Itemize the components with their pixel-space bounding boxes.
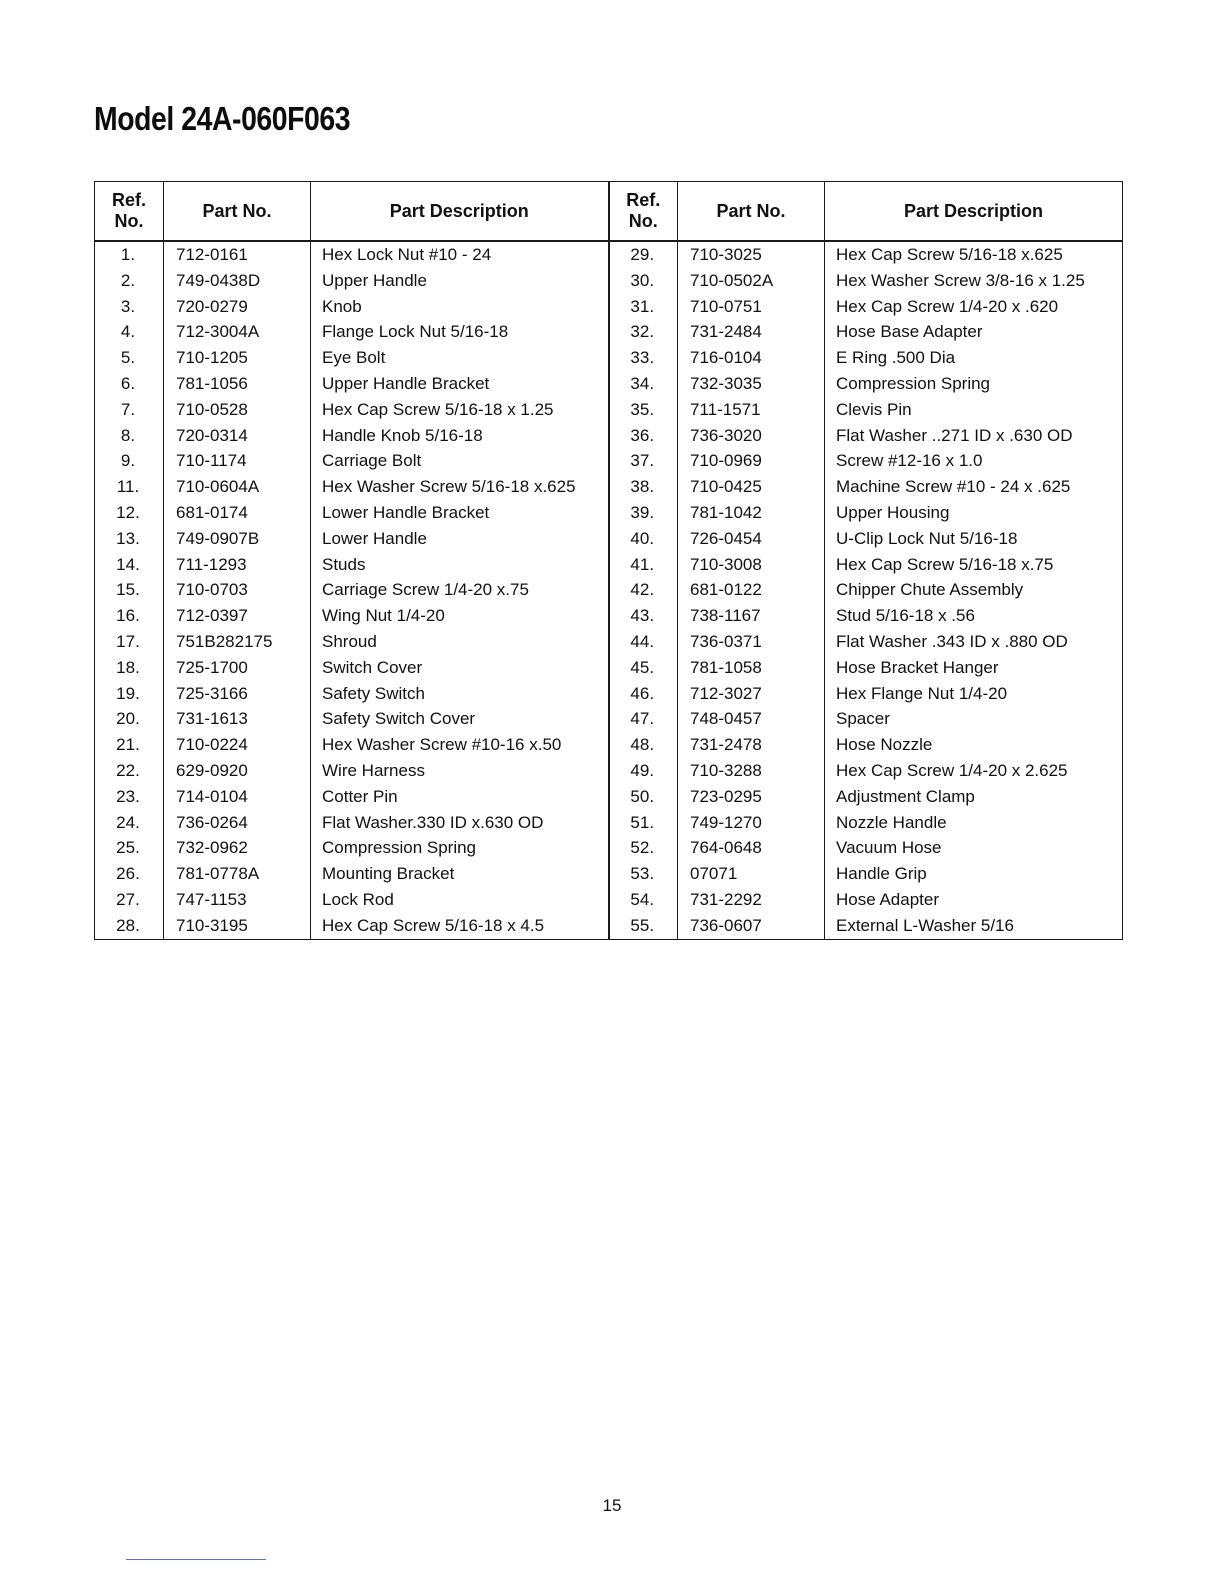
part-number-cell: 712-3027	[678, 681, 825, 707]
part-number-cell: 710-1205	[164, 345, 311, 371]
part-description-cell: Lower Handle	[311, 526, 609, 552]
ref-number-cell: 31.	[609, 294, 678, 320]
ref-number-cell: 23.	[95, 784, 164, 810]
table-row	[95, 448, 1123, 474]
header-ref-no-right	[609, 182, 678, 242]
part-number-cell: 764-0648	[678, 835, 825, 861]
ref-number-cell: 43.	[609, 603, 678, 629]
part-number-cell: 681-0122	[678, 577, 825, 603]
header-part-description: Part Description	[311, 182, 609, 242]
part-number-cell: 711-1293	[164, 552, 311, 578]
page-title: Model 24A-060F063	[94, 100, 351, 137]
part-description-cell: Stud 5/16-18 x .56	[825, 603, 1123, 629]
ref-number-cell: 5.	[95, 345, 164, 371]
part-description-cell: Switch Cover	[311, 655, 609, 681]
part-description-cell: Handle Knob 5/16-18	[311, 423, 609, 449]
ref-number-cell: 34.	[609, 371, 678, 397]
ref-number-cell: 35.	[609, 397, 678, 423]
table-row	[95, 887, 1123, 913]
ref-number-cell: 3.	[95, 294, 164, 320]
part-description-cell: Hex Cap Screw 5/16-18 x 1.25	[311, 397, 609, 423]
table-row	[95, 732, 1123, 758]
part-number-cell: 710-0425	[678, 474, 825, 500]
header-row	[95, 182, 1123, 242]
ref-number-cell: 2.	[95, 268, 164, 294]
part-number-cell: 710-0502A	[678, 268, 825, 294]
part-number-cell: 712-0397	[164, 603, 311, 629]
part-description-cell: Flat Washer .343 ID x .880 OD	[825, 629, 1123, 655]
part-description-cell: Lower Handle Bracket	[311, 500, 609, 526]
part-description-cell: Hex Cap Screw 1/4-20 x .620	[825, 294, 1123, 320]
part-description-cell: Hose Base Adapter	[825, 319, 1123, 345]
ref-number-cell: 48.	[609, 732, 678, 758]
part-number-cell: 712-3004A	[164, 319, 311, 345]
ref-number-cell: 14.	[95, 552, 164, 578]
part-number-cell: 749-0438D	[164, 268, 311, 294]
part-number-cell: 710-1174	[164, 448, 311, 474]
ref-number-cell: 49.	[609, 758, 678, 784]
part-number-cell: 731-2292	[678, 887, 825, 913]
ref-number-cell: 21.	[95, 732, 164, 758]
part-description-cell: Compression Spring	[825, 371, 1123, 397]
part-number-cell: 723-0295	[678, 784, 825, 810]
ref-number-cell: 20.	[95, 706, 164, 732]
part-description-cell: Mounting Bracket	[311, 861, 609, 887]
ref-number-cell: 8.	[95, 423, 164, 449]
part-number-cell: 725-3166	[164, 681, 311, 707]
ref-number-cell: 17.	[95, 629, 164, 655]
part-description-cell: Studs	[311, 552, 609, 578]
part-description-cell: Hex Cap Screw 5/16-18 x.625	[825, 241, 1123, 268]
part-description-cell: Hex Cap Screw 5/16-18 x.75	[825, 552, 1123, 578]
table-row	[95, 345, 1123, 371]
ref-number-cell: 36.	[609, 423, 678, 449]
part-number-cell: 736-0264	[164, 810, 311, 836]
part-description-cell: U-Clip Lock Nut 5/16-18	[825, 526, 1123, 552]
ref-number-cell: 50.	[609, 784, 678, 810]
ref-number-cell: 6.	[95, 371, 164, 397]
part-description-cell: Safety Switch Cover	[311, 706, 609, 732]
ref-number-cell: 26.	[95, 861, 164, 887]
ref-number-cell: 55.	[609, 913, 678, 939]
table-row	[95, 500, 1123, 526]
header-no-label: No.	[114, 211, 144, 231]
table-row	[95, 810, 1123, 836]
ref-number-cell: 54.	[609, 887, 678, 913]
header-part-no: Part No.	[164, 182, 311, 242]
ref-number-cell: 47.	[609, 706, 678, 732]
ref-number-cell: 13.	[95, 526, 164, 552]
part-description-cell: Hose Bracket Hanger	[825, 655, 1123, 681]
part-description-cell: Knob	[311, 294, 609, 320]
part-description-cell: Hex Washer Screw #10-16 x.50	[311, 732, 609, 758]
ref-number-cell: 11.	[95, 474, 164, 500]
table-row	[95, 603, 1123, 629]
page-number: 15	[602, 1496, 622, 1515]
part-number-cell: 748-0457	[678, 706, 825, 732]
part-number-cell: 731-2478	[678, 732, 825, 758]
header-ref-label-right: Ref.	[626, 190, 661, 210]
part-number-cell: 781-1042	[678, 500, 825, 526]
part-description-cell: Compression Spring	[311, 835, 609, 861]
header-ref-no	[95, 182, 164, 242]
table-row	[95, 319, 1123, 345]
part-number-cell: 710-3008	[678, 552, 825, 578]
part-number-cell: 781-1058	[678, 655, 825, 681]
part-description-cell: External L-Washer 5/16	[825, 913, 1123, 939]
ref-number-cell: 51.	[609, 810, 678, 836]
part-number-cell: 07071	[678, 861, 825, 887]
part-description-cell: Upper Housing	[825, 500, 1123, 526]
part-description-cell: Shroud	[311, 629, 609, 655]
part-description-cell: Hex Lock Nut #10 - 24	[311, 241, 609, 268]
ref-number-cell: 53.	[609, 861, 678, 887]
table-row	[95, 294, 1123, 320]
table-row	[95, 577, 1123, 603]
ref-number-cell: 19.	[95, 681, 164, 707]
ref-number-cell: 40.	[609, 526, 678, 552]
part-description-cell: Lock Rod	[311, 887, 609, 913]
ref-number-cell: 24.	[95, 810, 164, 836]
ref-number-cell: 33.	[609, 345, 678, 371]
ref-number-cell: 27.	[95, 887, 164, 913]
part-description-cell: Spacer	[825, 706, 1123, 732]
table-row	[95, 474, 1123, 500]
part-number-cell: 714-0104	[164, 784, 311, 810]
table-row	[95, 397, 1123, 423]
footer-rule	[126, 1559, 266, 1560]
ref-number-cell: 42.	[609, 577, 678, 603]
part-description-cell: Wire Harness	[311, 758, 609, 784]
header-part-no-right: Part No.	[678, 182, 825, 242]
ref-number-cell: 15.	[95, 577, 164, 603]
parts-table-header	[95, 182, 1123, 242]
ref-number-cell: 46.	[609, 681, 678, 707]
part-number-cell: 716-0104	[678, 345, 825, 371]
ref-number-cell: 9.	[95, 448, 164, 474]
part-number-cell: 711-1571	[678, 397, 825, 423]
part-description-cell: Chipper Chute Assembly	[825, 577, 1123, 603]
part-description-cell: Hose Nozzle	[825, 732, 1123, 758]
ref-number-cell: 41.	[609, 552, 678, 578]
part-number-cell: 781-1056	[164, 371, 311, 397]
table-row	[95, 758, 1123, 784]
part-description-cell: Safety Switch	[311, 681, 609, 707]
part-description-cell: Hose Adapter	[825, 887, 1123, 913]
part-number-cell: 738-1167	[678, 603, 825, 629]
part-description-cell: Machine Screw #10 - 24 x .625	[825, 474, 1123, 500]
parts-table-body	[95, 241, 1123, 939]
ref-number-cell: 28.	[95, 913, 164, 939]
table-row	[95, 241, 1123, 268]
part-number-cell: 781-0778A	[164, 861, 311, 887]
part-description-cell: Upper Handle Bracket	[311, 371, 609, 397]
ref-number-cell: 18.	[95, 655, 164, 681]
part-number-cell: 710-3025	[678, 241, 825, 268]
part-number-cell: 710-3288	[678, 758, 825, 784]
part-description-cell: Hex Cap Screw 1/4-20 x 2.625	[825, 758, 1123, 784]
ref-number-cell: 45.	[609, 655, 678, 681]
ref-number-cell: 29.	[609, 241, 678, 268]
part-description-cell: Upper Handle	[311, 268, 609, 294]
part-description-cell: Eye Bolt	[311, 345, 609, 371]
part-description-cell: Carriage Bolt	[311, 448, 609, 474]
part-description-cell: Hex Flange Nut 1/4-20	[825, 681, 1123, 707]
part-number-cell: 749-1270	[678, 810, 825, 836]
part-number-cell: 751B282175	[164, 629, 311, 655]
part-number-cell: 732-0962	[164, 835, 311, 861]
table-row	[95, 655, 1123, 681]
table-row	[95, 268, 1123, 294]
table-row	[95, 706, 1123, 732]
table-row	[95, 861, 1123, 887]
part-number-cell: 710-0224	[164, 732, 311, 758]
ref-number-cell: 1.	[95, 241, 164, 268]
part-number-cell: 732-3035	[678, 371, 825, 397]
part-number-cell: 725-1700	[164, 655, 311, 681]
header-ref-label: Ref.	[111, 190, 146, 210]
part-number-cell: 710-0604A	[164, 474, 311, 500]
table-row	[95, 681, 1123, 707]
part-number-cell: 720-0314	[164, 423, 311, 449]
table-row	[95, 913, 1123, 939]
ref-number-cell: 52.	[609, 835, 678, 861]
part-number-cell: 681-0174	[164, 500, 311, 526]
ref-number-cell: 25.	[95, 835, 164, 861]
header-part-description-right: Part Description	[825, 182, 1123, 242]
part-number-cell: 629-0920	[164, 758, 311, 784]
part-description-cell: Flat Washer ..271 ID x .630 OD	[825, 423, 1123, 449]
ref-number-cell: 44.	[609, 629, 678, 655]
part-description-cell: Carriage Screw 1/4-20 x.75	[311, 577, 609, 603]
header-no-label-right: No.	[628, 211, 658, 231]
table-row	[95, 371, 1123, 397]
part-number-cell: 731-2484	[678, 319, 825, 345]
table-row	[95, 423, 1123, 449]
part-description-cell: E Ring .500 Dia	[825, 345, 1123, 371]
part-description-cell: Clevis Pin	[825, 397, 1123, 423]
part-number-cell: 731-1613	[164, 706, 311, 732]
ref-number-cell: 7.	[95, 397, 164, 423]
part-number-cell: 710-0751	[678, 294, 825, 320]
table-row	[95, 629, 1123, 655]
part-number-cell: 736-0607	[678, 913, 825, 939]
part-number-cell: 712-0161	[164, 241, 311, 268]
part-number-cell: 726-0454	[678, 526, 825, 552]
ref-number-cell: 30.	[609, 268, 678, 294]
part-description-cell: Hex Washer Screw 3/8-16 x 1.25	[825, 268, 1123, 294]
part-number-cell: 749-0907B	[164, 526, 311, 552]
part-description-cell: Adjustment Clamp	[825, 784, 1123, 810]
table-row	[95, 835, 1123, 861]
part-description-cell: Hex Washer Screw 5/16-18 x.625	[311, 474, 609, 500]
table-row	[95, 526, 1123, 552]
part-number-cell: 710-0703	[164, 577, 311, 603]
table-row	[95, 784, 1123, 810]
part-description-cell: Screw #12-16 x 1.0	[825, 448, 1123, 474]
part-description-cell: Handle Grip	[825, 861, 1123, 887]
part-description-cell: Hex Cap Screw 5/16-18 x 4.5	[311, 913, 609, 939]
part-number-cell: 710-0528	[164, 397, 311, 423]
ref-number-cell: 32.	[609, 319, 678, 345]
ref-number-cell: 16.	[95, 603, 164, 629]
part-description-cell: Flat Washer.330 ID x.630 OD	[311, 810, 609, 836]
ref-number-cell: 22.	[95, 758, 164, 784]
parts-table	[94, 181, 1123, 940]
part-description-cell: Vacuum Hose	[825, 835, 1123, 861]
part-description-cell: Cotter Pin	[311, 784, 609, 810]
part-description-cell: Nozzle Handle	[825, 810, 1123, 836]
part-description-cell: Flange Lock Nut 5/16-18	[311, 319, 609, 345]
ref-number-cell: 12.	[95, 500, 164, 526]
part-number-cell: 720-0279	[164, 294, 311, 320]
ref-number-cell: 39.	[609, 500, 678, 526]
part-number-cell: 736-3020	[678, 423, 825, 449]
table-row	[95, 552, 1123, 578]
part-number-cell: 710-0969	[678, 448, 825, 474]
part-number-cell: 747-1153	[164, 887, 311, 913]
ref-number-cell: 37.	[609, 448, 678, 474]
part-description-cell: Wing Nut 1/4-20	[311, 603, 609, 629]
ref-number-cell: 38.	[609, 474, 678, 500]
part-number-cell: 736-0371	[678, 629, 825, 655]
ref-number-cell: 4.	[95, 319, 164, 345]
part-number-cell: 710-3195	[164, 913, 311, 939]
